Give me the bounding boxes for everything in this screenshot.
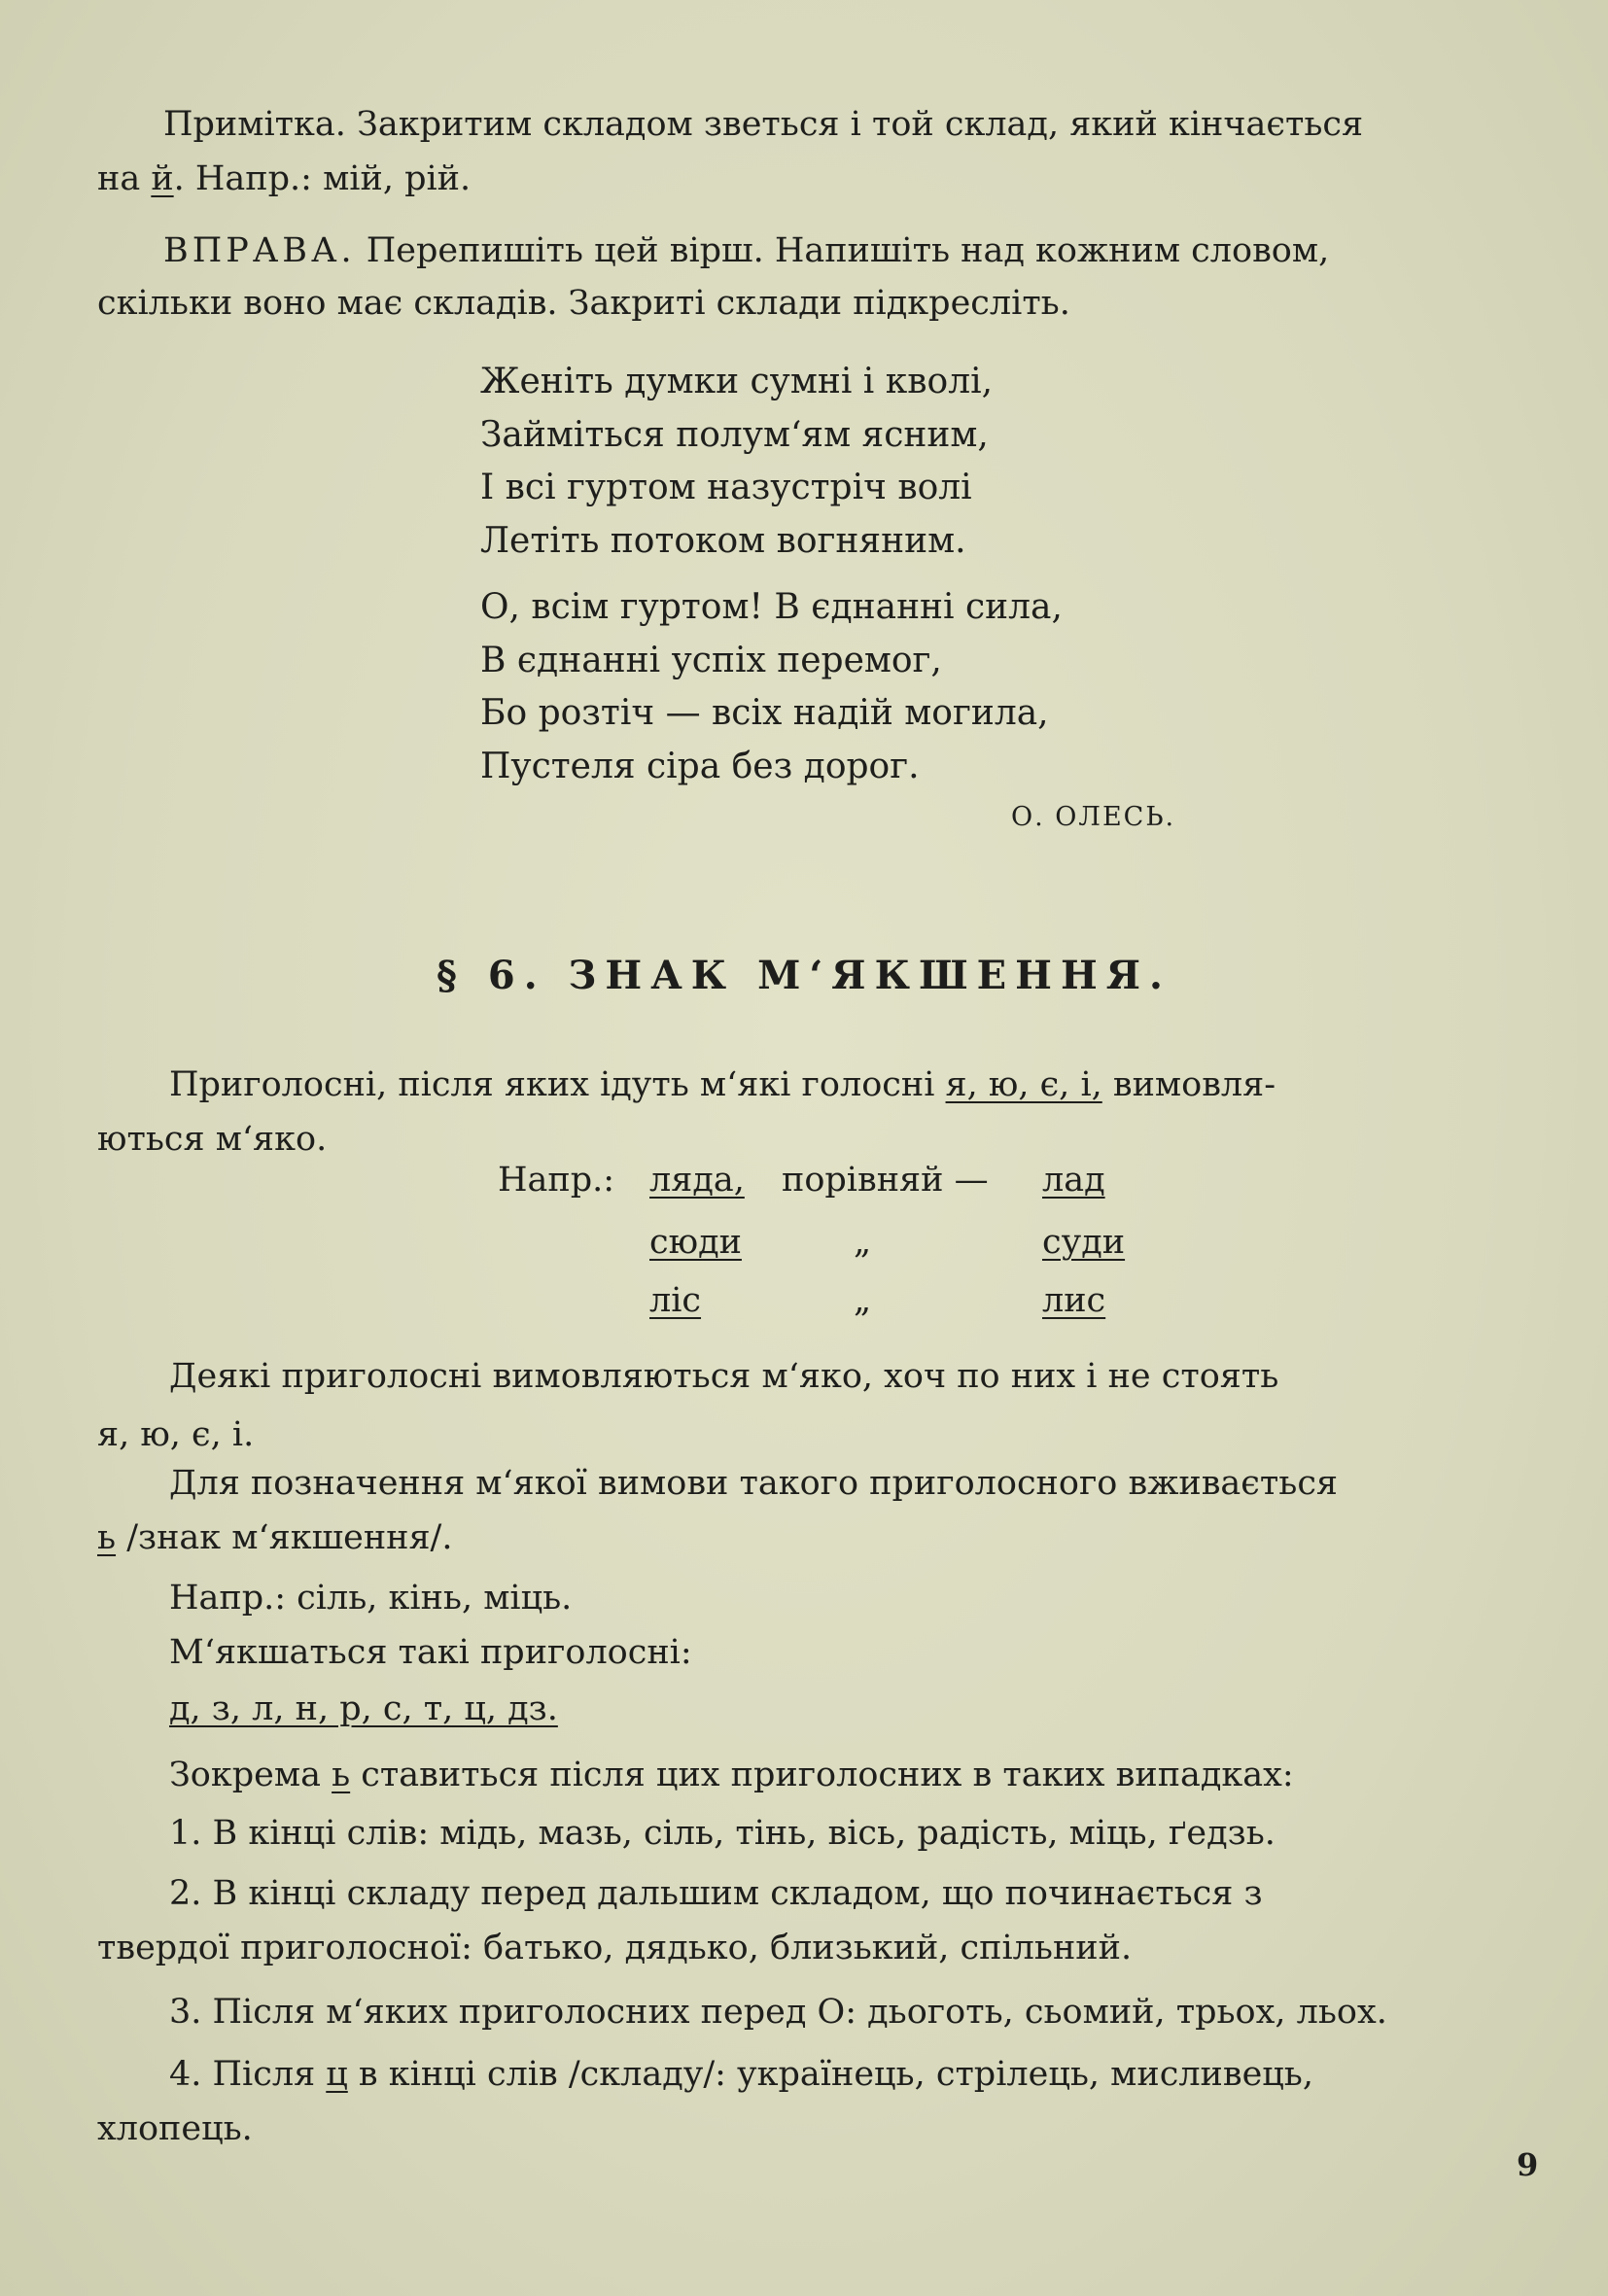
p1-text-post: вимовля- [1101, 1065, 1276, 1104]
p1-text: Приголосні, після яких ідуть м‘які голосні [169, 1065, 946, 1104]
page-number: 9 [1517, 2146, 1539, 2183]
p1-text-2: ються м‘яко. [97, 1120, 328, 1159]
exercise-line-1 [163, 231, 1329, 270]
note-text-post: . Напр.: мій, рій. [173, 159, 472, 198]
note-text: Примітка. Закритим складом зветься і той склад, який кінчається [163, 105, 1364, 144]
rule-2-line-1: 2. В кінці складу перед дальшим складом, що починається з [169, 1874, 1263, 1913]
rule-3: 3. Після м‘яких приголосних перед О: дьоготь, сьомий, трьох, льох. [169, 1993, 1387, 2032]
exercise-line-2 [97, 284, 1070, 323]
example-soft: ляда, [649, 1161, 745, 1200]
rule-1: 1. В кінці слів: мідь, мазь, сіль, тінь, вісь, радість, міць, ґедзь. [169, 1814, 1276, 1853]
poem-line: В єднанні успіх перемог, [480, 640, 942, 680]
poem-line: Займіться полум‘ям ясним, [480, 414, 989, 455]
note-letter: й [151, 159, 174, 198]
paragraph-2-line-1: Деякі приголосні вимовляються м‘яко, хоч по них і не стоять [169, 1357, 1279, 1396]
p1-vowels: я, ю, є, і, [945, 1065, 1102, 1104]
paragraph-3-line-1: Для позначення м‘якої вимови такого приголосного вживається [169, 1464, 1338, 1503]
p6-post: ставиться після цих приголосних в таких випадках: [350, 1756, 1294, 1794]
example-compare: порівняй — [782, 1161, 989, 1200]
poem-line: Бо розтіч — всіх надій могила, [480, 693, 1049, 733]
rule-2-line-2: твердої приголосної: батько, дядько, близький, спільний. [97, 1929, 1133, 1967]
soft-sign: ь [332, 1756, 351, 1794]
example-hard: суди [1042, 1223, 1126, 1262]
section-heading: § 6. ЗНАК М‘ЯКШЕННЯ. [437, 953, 1171, 998]
poem-line: І всі гуртом назустріч волі [480, 468, 972, 507]
p3-text: /знак м‘якшення/. [116, 1518, 453, 1557]
consonants-list: д, з, л, н, р, с, т, ц, дз. [169, 1689, 558, 1728]
paragraph-4: Напр.: сіль, кінь, міць. [169, 1579, 573, 1618]
exercise-label: ВПРАВА. [163, 231, 356, 270]
note-line-1 [163, 105, 1363, 144]
note-line-2 [97, 159, 471, 198]
example-compare: „ [854, 1281, 872, 1320]
poem-line: Летіть потоком вогняним. [480, 520, 966, 561]
exercise-text: Перепишіть цей вірш. Напишіть над кожним словом, [355, 231, 1330, 270]
example-soft: сюди [649, 1223, 742, 1262]
poem-stanza-2 [480, 581, 1063, 793]
rule4-post: в кінці слів /складу/: українець, стрілець, мисливець, [347, 2055, 1313, 2094]
poem-line: Женіть думки сумні і кволі, [480, 362, 994, 401]
rule-4-line-1 [169, 2055, 1313, 2094]
example-hard: лад [1042, 1161, 1105, 1200]
paragraph-5: М‘якшаться такі приголосні: [169, 1633, 692, 1672]
soft-sign: ь [97, 1518, 117, 1557]
poem-line: Пустеля сіра без дорог. [480, 746, 920, 786]
poem-author: О. ОЛЕСЬ. [1011, 802, 1176, 832]
note-text-pre: на [97, 159, 152, 198]
p6-pre: Зокрема [169, 1756, 332, 1794]
paragraph-6 [169, 1756, 1294, 1794]
paragraph-1-line-2 [97, 1120, 327, 1159]
paragraph-1-line-1 [169, 1065, 1276, 1104]
poem-line: О, всім гуртом! В єднанні сила, [480, 587, 1063, 627]
example-soft: ліс [649, 1281, 702, 1320]
examples-label: Напр.: [498, 1161, 615, 1200]
paragraph-3-line-2 [97, 1518, 452, 1557]
poem-stanza-1 [480, 356, 993, 568]
example-compare: „ [854, 1223, 872, 1262]
exercise-text-2: скільки воно має складів. Закриті склади підкресліть. [97, 284, 1070, 323]
rule4-pre: 4. Після [169, 2055, 327, 2094]
rule-4-line-2: хлопець. [97, 2109, 253, 2148]
paragraph-2-line-2: я, ю, є, і. [97, 1415, 255, 1454]
example-hard: лис [1042, 1281, 1106, 1320]
rule4-letter: ц [326, 2055, 348, 2094]
